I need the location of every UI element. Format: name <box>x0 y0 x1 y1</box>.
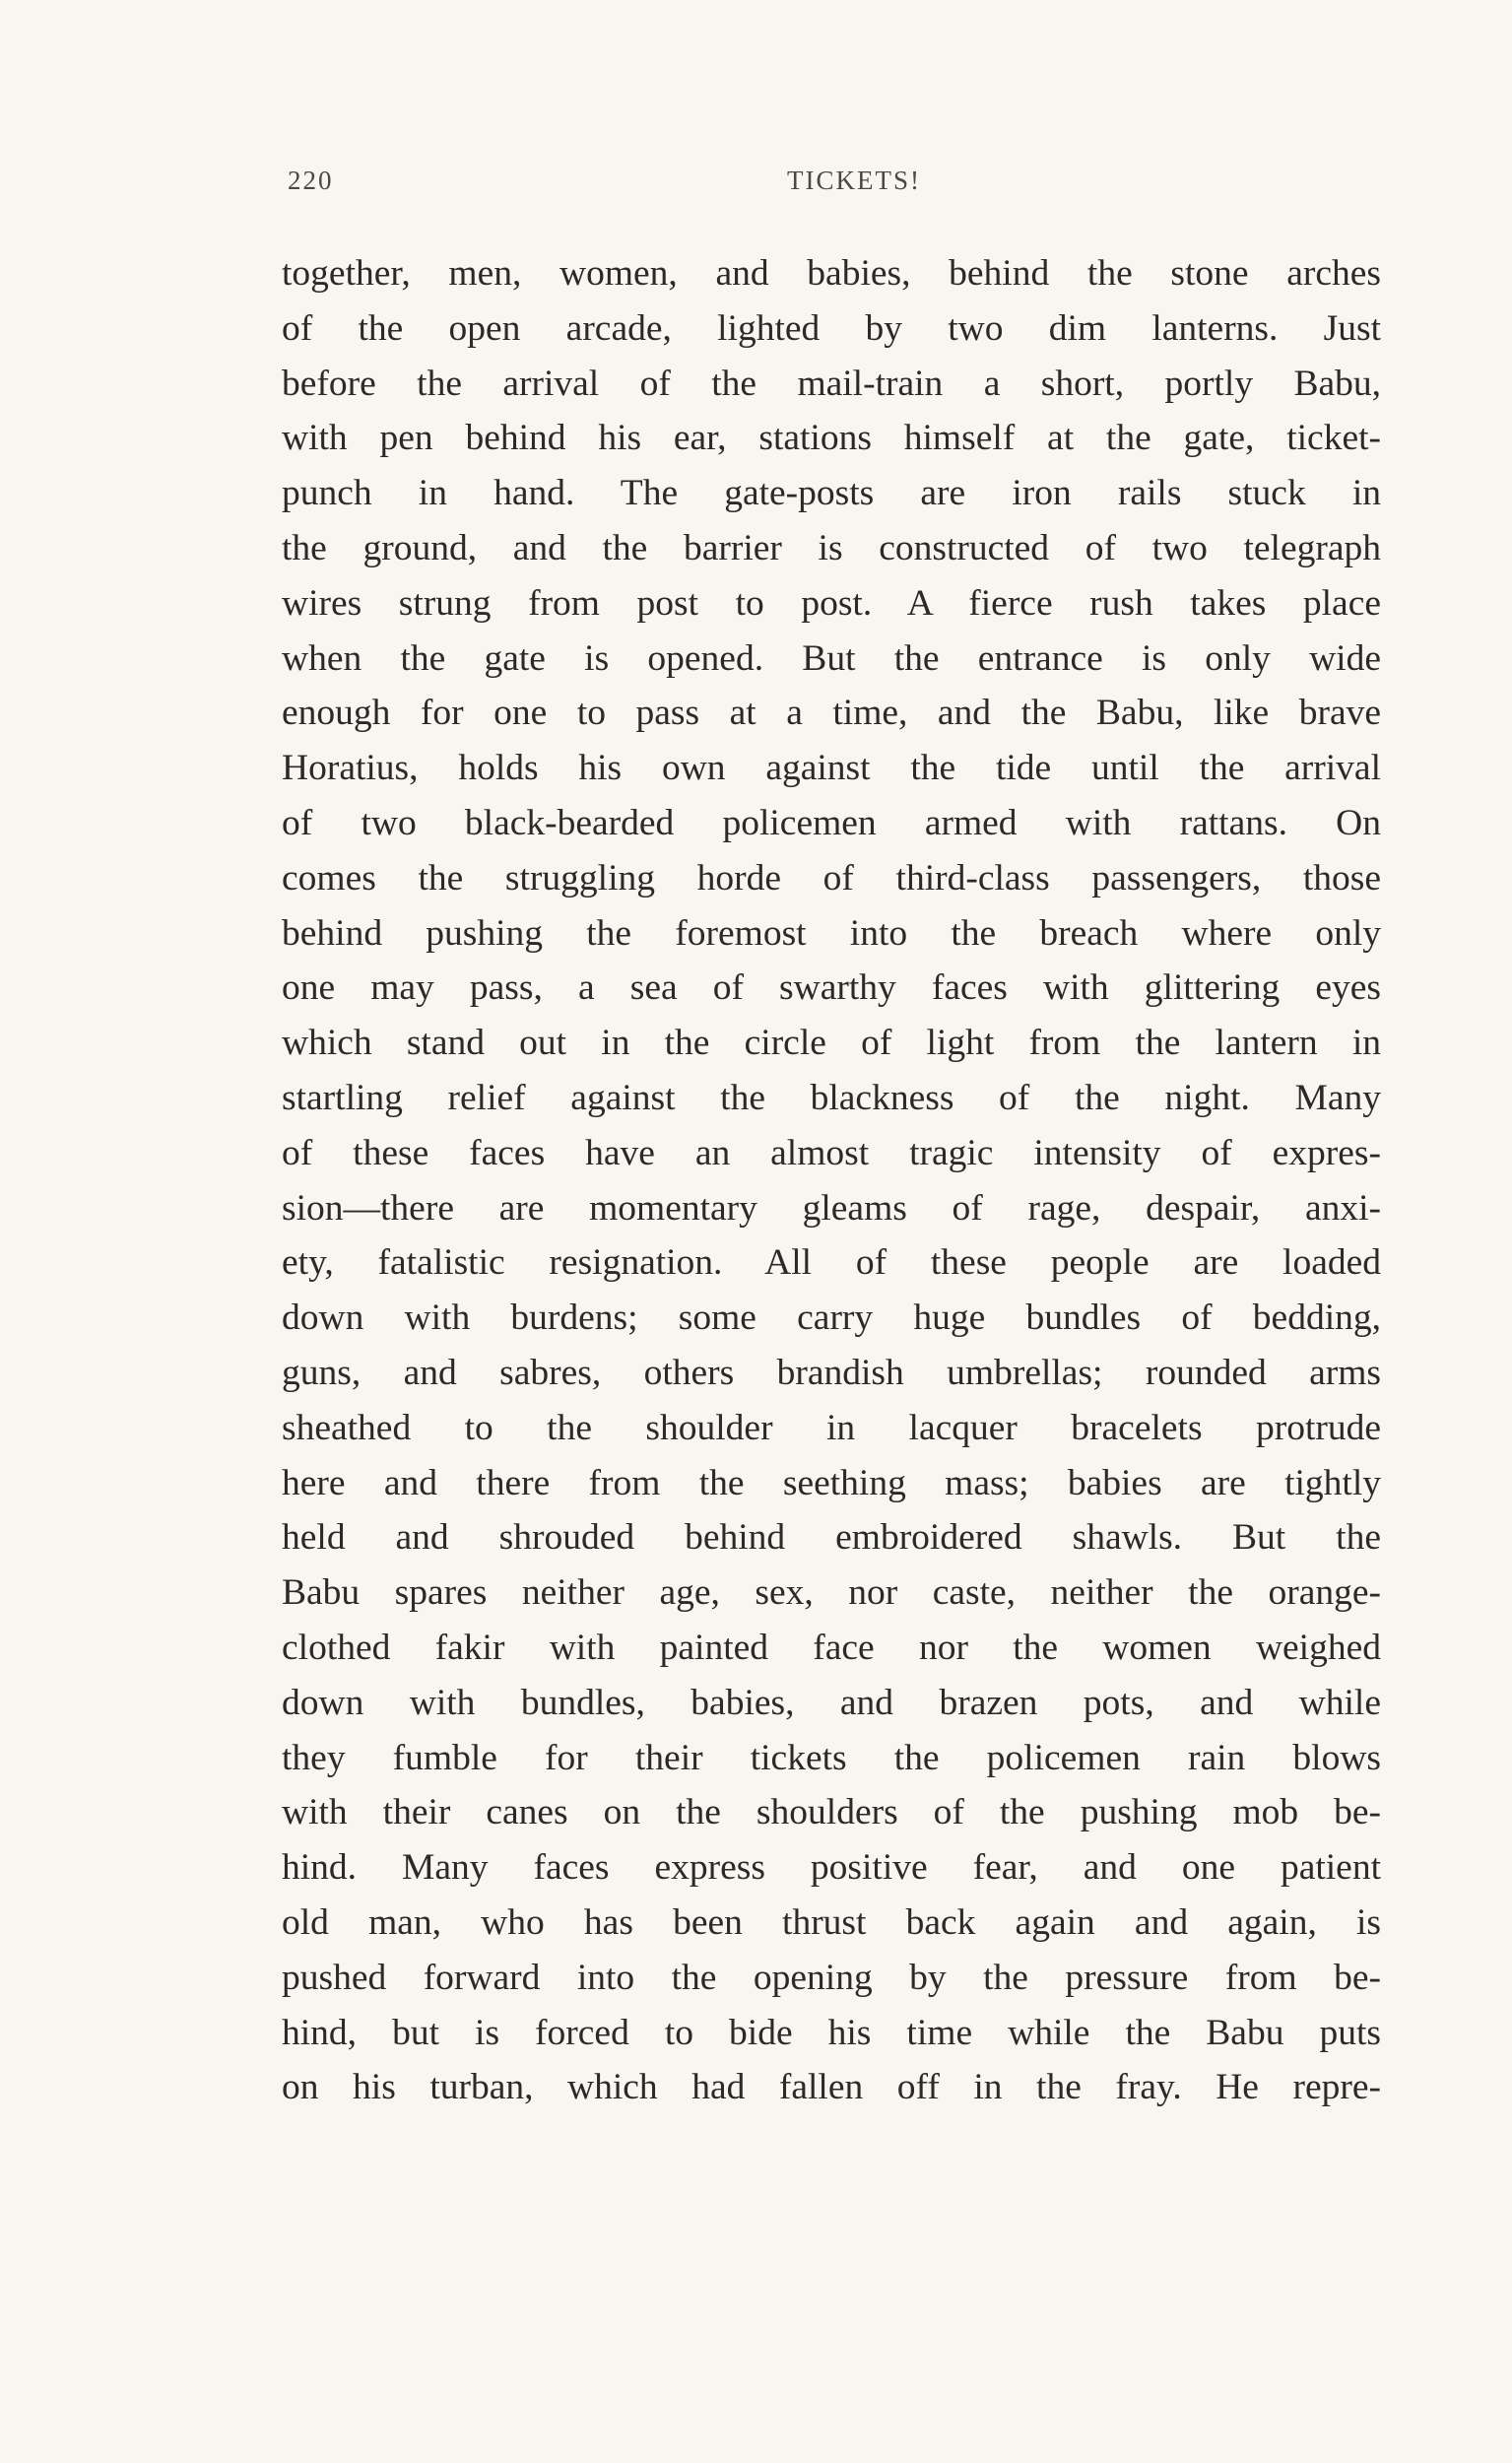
text-line: sion—there are momentary gleams of rage, despair, anxi- <box>282 1187 1381 1229</box>
text-line: which stand out in the circle of light from the lantern in <box>282 1023 1381 1064</box>
text-line: sheathed to the shoulder in lacquer bracelets protrude <box>282 1407 1381 1448</box>
text-line: ety, fatalistic resignation. All of these people are loaded <box>282 1242 1381 1284</box>
text-line: when the gate is opened. But the entrance is only wide <box>282 637 1381 679</box>
text-line: on his turban, which had fallen off in the fray. He repre- <box>282 2067 1381 2108</box>
text-line: guns, and sabres, others brandish umbrellas; rounded arms <box>282 1352 1381 1393</box>
text-line: startling relief against the blackness of the night. Many <box>282 1077 1381 1118</box>
text-line: before the arrival of the mail-train a short, portly Babu, <box>282 363 1381 404</box>
text-line: comes the struggling horde of third-class passengers, those <box>282 857 1381 899</box>
text-line: wires strung from post to post. A fierce rush takes place <box>282 582 1381 624</box>
text-line: with pen behind his ear, stations himself at the gate, ticket- <box>282 418 1381 459</box>
page-number: 220 <box>288 166 334 195</box>
running-head <box>288 166 1381 205</box>
text-line: with their canes on the shoulders of the pushing mob be- <box>282 1792 1381 1833</box>
text-line: they fumble for their tickets the policemen rain blows <box>282 1737 1381 1778</box>
body-paragraph <box>282 246 1381 2115</box>
text-line: hind. Many faces express positive fear, and one patient <box>282 1847 1381 1889</box>
text-line: punch in hand. The gate-posts are iron rails stuck in <box>282 473 1381 514</box>
text-line: together, men, women, and babies, behind the stone arches <box>282 253 1381 294</box>
running-title: TICKETS! <box>787 166 921 195</box>
text-line: hind, but is forced to bide his time while the Babu puts <box>282 2012 1381 2053</box>
text-line: one may pass, a sea of swarthy faces with glittering eyes <box>282 967 1381 1009</box>
text-line: down with bundles, babies, and brazen pots, and while <box>282 1682 1381 1723</box>
text-line: clothed fakir with painted face nor the women weighed <box>282 1627 1381 1668</box>
text-line: the ground, and the barrier is constructed of two telegraph <box>282 527 1381 568</box>
text-line: of the open arcade, lighted by two dim lanterns. Just <box>282 307 1381 349</box>
text-line: Babu spares neither age, sex, nor caste, neither the orange- <box>282 1572 1381 1614</box>
text-line: enough for one to pass at a time, and the Babu, like brave <box>282 693 1381 734</box>
text-line: down with burdens; some carry huge bundles of bedding, <box>282 1298 1381 1339</box>
text-line: of two black-bearded policemen armed with rattans. On <box>282 802 1381 843</box>
text-line: held and shrouded behind embroidered shawls. But the <box>282 1517 1381 1559</box>
text-line: of these faces have an almost tragic intensity of expres- <box>282 1132 1381 1173</box>
text-line: behind pushing the foremost into the breach where only <box>282 912 1381 954</box>
text-line: here and there from the seething mass; babies are tightly <box>282 1462 1381 1503</box>
text-line: Horatius, holds his own against the tide until the arrival <box>282 748 1381 789</box>
text-line: old man, who has been thrust back again and again, is <box>282 1901 1381 1943</box>
text-line: pushed forward into the opening by the pressure from be- <box>282 1957 1381 1998</box>
